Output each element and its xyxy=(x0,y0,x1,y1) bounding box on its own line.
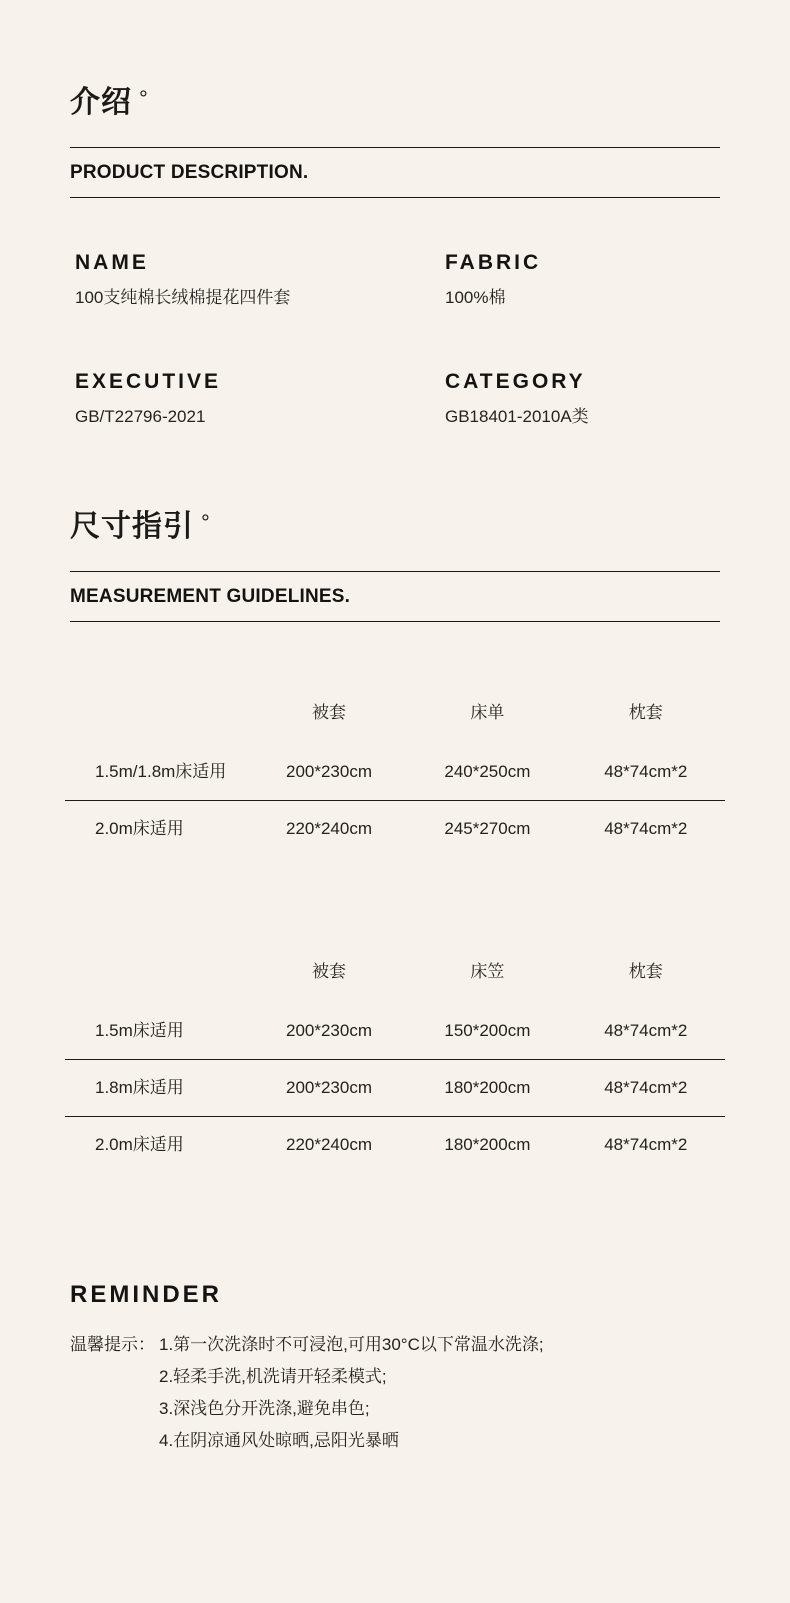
row-label: 1.8m床适用 xyxy=(65,1060,250,1117)
size-guide-degree-mark: ° xyxy=(201,510,211,535)
row-label: 2.0m床适用 xyxy=(95,1135,184,1154)
intro-section-title xyxy=(70,82,720,119)
reminder-section xyxy=(70,1281,720,1457)
size-guide-subtitle-rule-box xyxy=(70,571,720,622)
size-table-sheet xyxy=(65,702,725,857)
spec-row-2 xyxy=(70,369,720,428)
spec-fabric-label: FABRIC xyxy=(445,251,542,274)
spec-executive-value: GB/T22796-2021 xyxy=(75,407,206,426)
spec-fabric-value: 100%棉 xyxy=(445,288,506,307)
intro-section xyxy=(70,82,720,428)
intro-subtitle-rule-box xyxy=(70,147,720,198)
size-guide-section xyxy=(70,506,720,1173)
spec-executive-label: EXECUTIVE xyxy=(75,370,222,393)
spec-name-label: NAME xyxy=(75,251,149,274)
fitted-sheet-size: 180*200cm xyxy=(408,1060,566,1117)
column-header-bed-sheet: 床单 xyxy=(470,703,505,722)
intro-degree-mark: ° xyxy=(139,86,149,111)
column-header-fitted-sheet: 床笠 xyxy=(470,962,505,981)
column-header-duvet-cover: 被套 xyxy=(311,703,346,722)
column-header-blank xyxy=(65,702,250,744)
bed-sheet-size: 245*270cm xyxy=(444,819,531,838)
fitted-sheet-size: 180*200cm xyxy=(444,1135,531,1154)
table-row xyxy=(65,801,725,858)
spec-grid xyxy=(70,250,720,428)
column-header-duvet-cover: 被套 xyxy=(311,962,346,981)
spec-category-value: GB18401-2010A类 xyxy=(445,407,589,426)
duvet-cover-size: 220*240cm xyxy=(285,819,372,838)
size-table-fitted-header-row xyxy=(65,961,725,1003)
row-label: 1.5m床适用 xyxy=(65,1003,250,1060)
list-item: 3.深浅色分开洗涤,避免串色; xyxy=(159,1399,370,1418)
care-tips-list xyxy=(159,1329,720,1457)
duvet-cover-size: 200*230cm xyxy=(250,744,408,801)
spec-executive xyxy=(70,369,445,428)
list-item: 1.第一次洗涤时不可浸泡,可用30°C以下常温水洗涤; xyxy=(159,1335,544,1354)
spec-category xyxy=(445,369,720,428)
spec-name-value: 100支纯棉长绒棉提花四件套 xyxy=(75,288,291,307)
table-row xyxy=(65,1117,725,1174)
table-row xyxy=(65,744,725,801)
duvet-cover-size: 200*230cm xyxy=(250,1060,408,1117)
pillowcase-size: 48*74cm*2 xyxy=(567,1003,725,1060)
duvet-cover-size: 220*240cm xyxy=(285,1135,372,1154)
duvet-cover-size: 200*230cm xyxy=(250,1003,408,1060)
spec-name xyxy=(70,250,445,309)
spec-row-1 xyxy=(70,250,720,309)
pillowcase-size: 48*74cm*2 xyxy=(604,819,688,838)
size-table-sheet-header-row xyxy=(65,702,725,744)
table-row xyxy=(65,1003,725,1060)
bed-sheet-size: 240*250cm xyxy=(408,744,566,801)
row-label: 1.5m/1.8m床适用 xyxy=(65,744,250,801)
reminder-title: REMINDER xyxy=(70,1281,223,1308)
table-row xyxy=(65,1060,725,1117)
pillowcase-size: 48*74cm*2 xyxy=(567,1060,725,1117)
spec-fabric xyxy=(445,250,720,309)
column-header-blank xyxy=(65,961,250,1003)
spec-category-label: CATEGORY xyxy=(445,370,586,393)
pillowcase-size: 48*74cm*2 xyxy=(567,744,725,801)
size-table-fitted xyxy=(65,961,725,1173)
size-guide-title xyxy=(70,506,720,543)
column-header-pillowcase: 枕套 xyxy=(628,962,663,981)
row-label: 2.0m床适用 xyxy=(95,819,184,838)
intro-title-text: 介绍 xyxy=(70,86,132,119)
column-header-pillowcase: 枕套 xyxy=(628,703,663,722)
care-tips xyxy=(70,1329,720,1457)
list-item: 2.轻柔手洗,机洗请开轻柔模式; xyxy=(159,1367,387,1386)
size-guide-subtitle: MEASUREMENT GUIDELINES. xyxy=(70,586,351,607)
fitted-sheet-size: 150*200cm xyxy=(408,1003,566,1060)
size-guide-title-text: 尺寸指引 xyxy=(70,510,194,543)
care-tips-label: 温馨提示： xyxy=(70,1335,155,1354)
intro-subtitle: PRODUCT DESCRIPTION. xyxy=(70,162,309,183)
list-item: 4.在阴凉通风处晾晒,忌阳光暴晒 xyxy=(159,1431,399,1450)
pillowcase-size: 48*74cm*2 xyxy=(604,1135,688,1154)
